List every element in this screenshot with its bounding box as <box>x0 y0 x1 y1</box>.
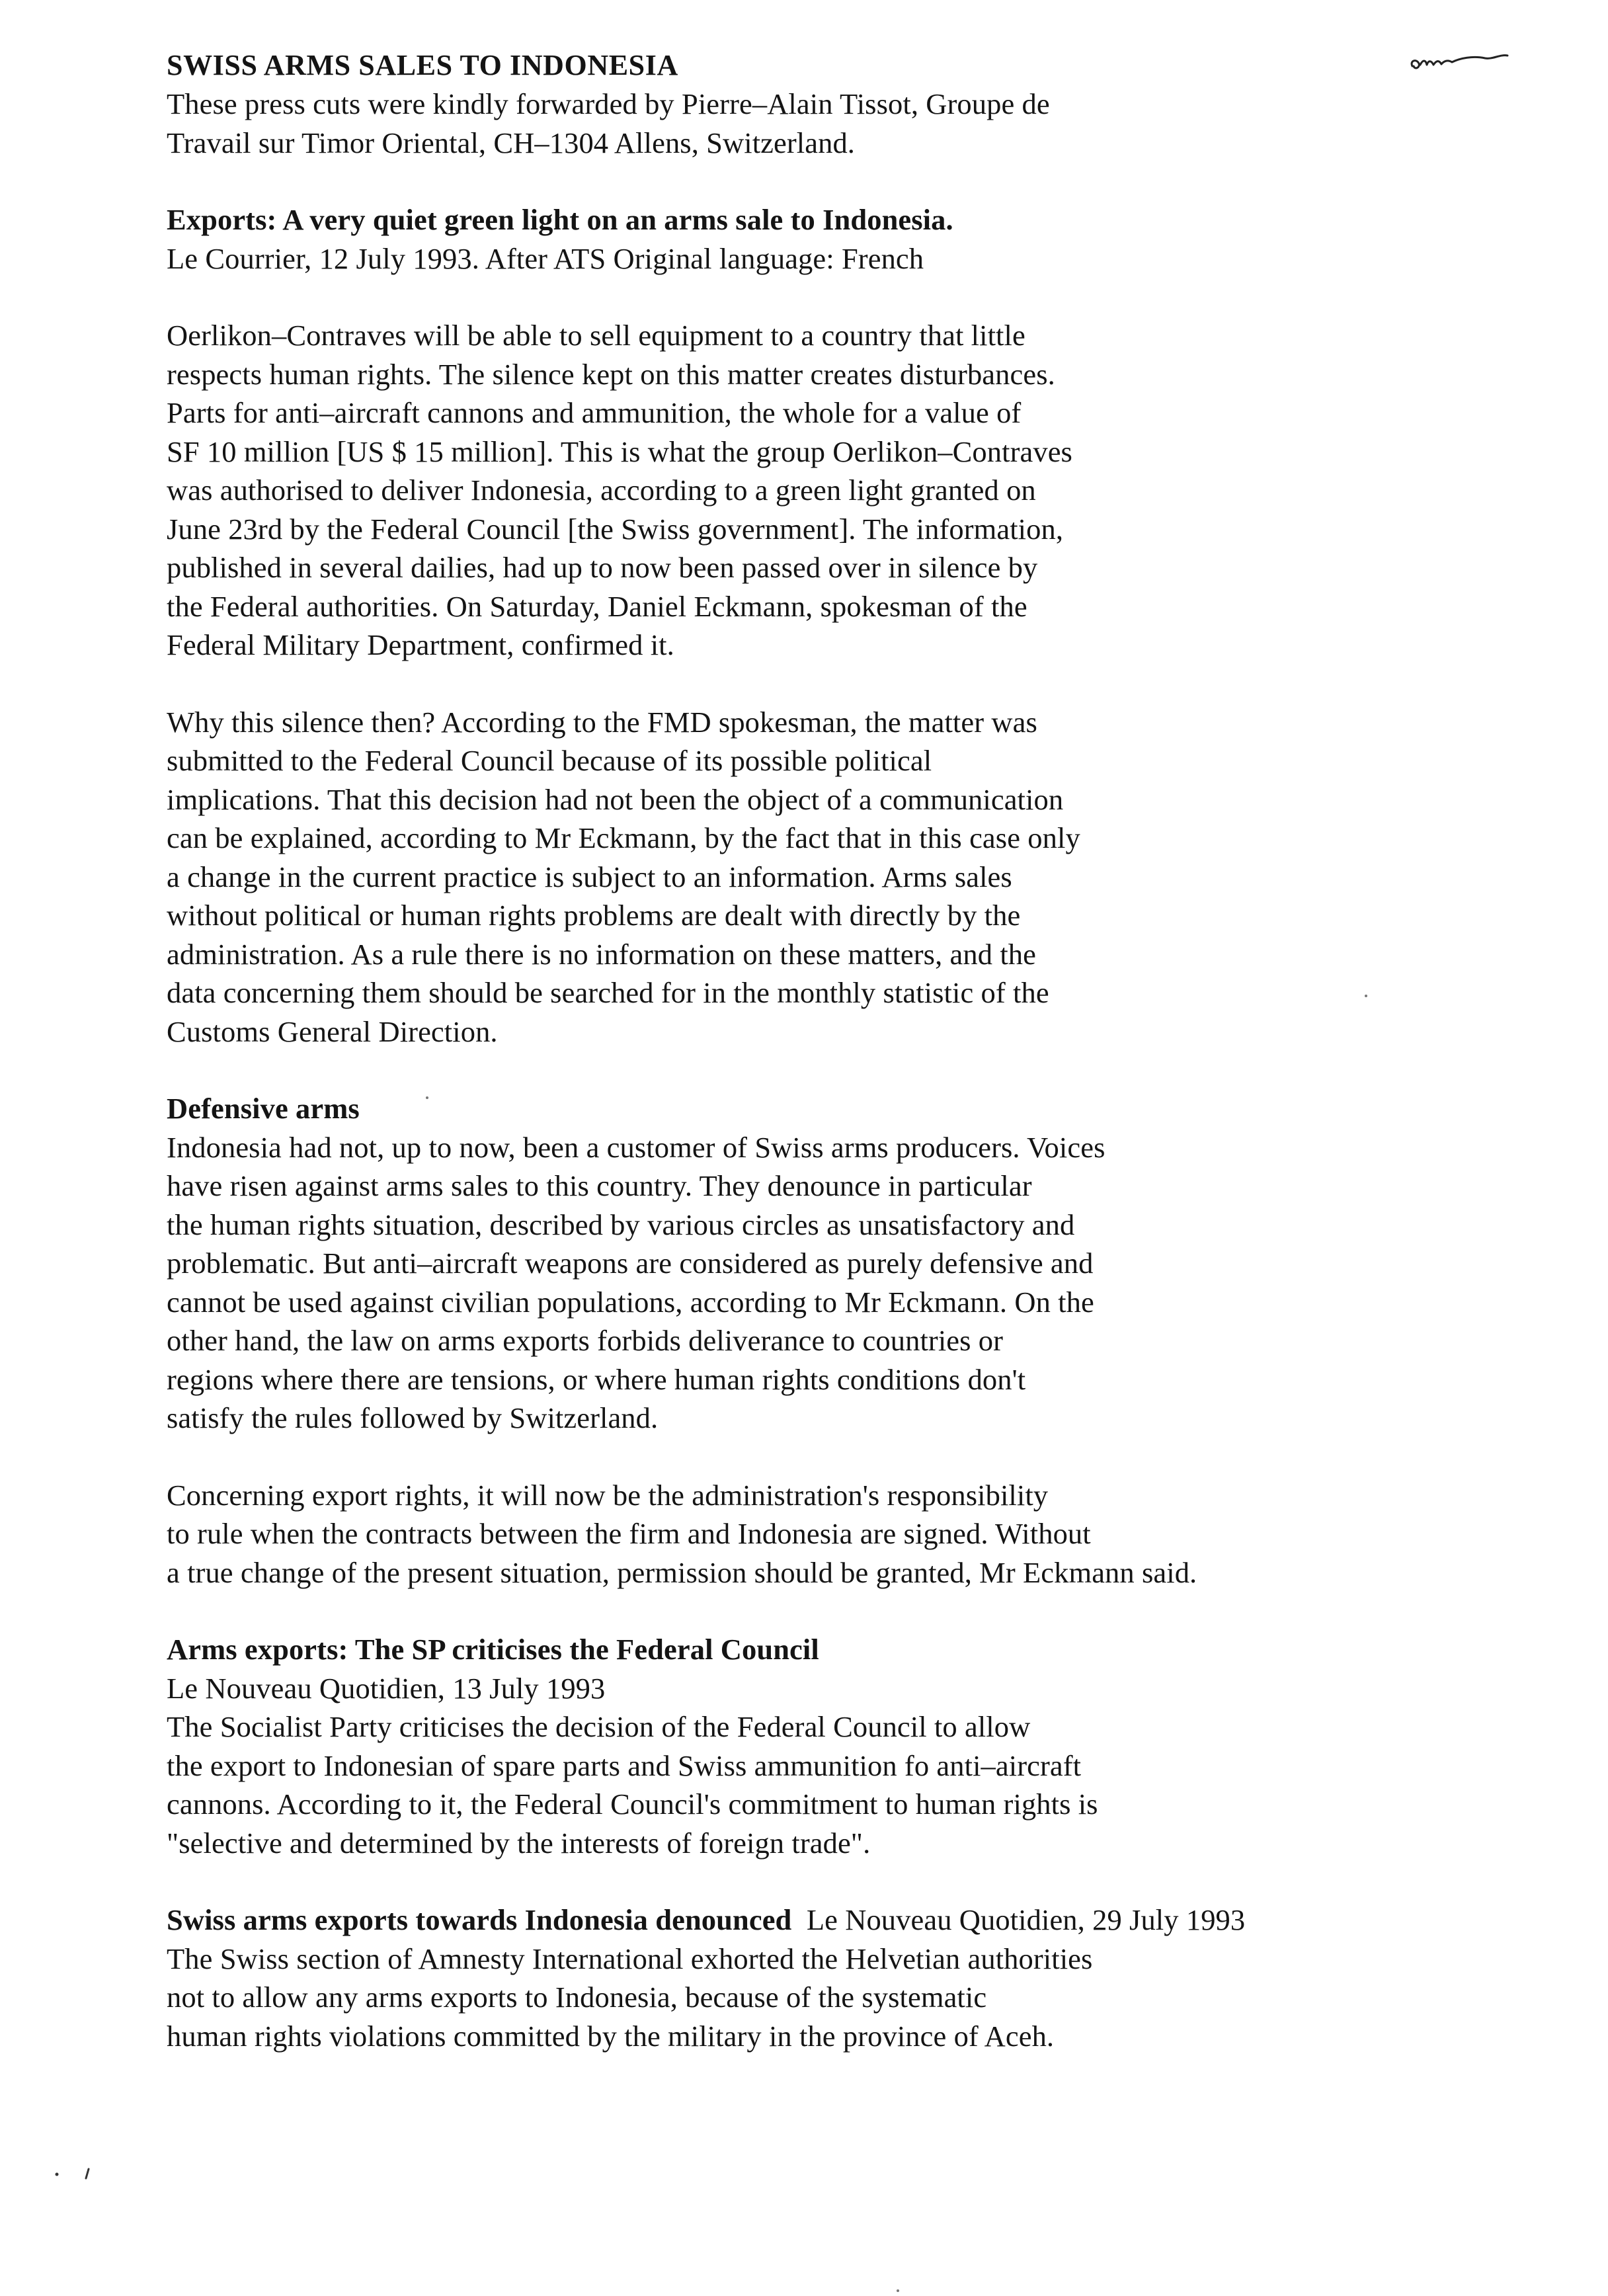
scan-speck <box>897 2289 899 2292</box>
text-line: regions where there are tensions, or where human rights conditions don't <box>167 1362 1026 1396</box>
article2-headline: Arms exports: The SP criticises the Federal Council <box>167 1633 819 1666</box>
text-line: the export to Indonesian of spare parts and Swiss ammunition fo anti–aircraft <box>167 1748 1082 1782</box>
text-line: published in several dailies, had up to now been passed over in silence by <box>167 551 1038 584</box>
text-line: The Swiss section of Amnesty International exhorted the Helvetian authorities <box>167 1942 1093 1975</box>
text-line: "selective and determined by the interests of foreign trade". <box>167 1826 871 1860</box>
text-line: the human rights situation, described by various circles as unsatisfactory and <box>167 1208 1075 1241</box>
text-line: human rights violations committed by the military in the province of Aceh. <box>167 2019 1055 2053</box>
article3-headline: Swiss arms exports towards Indonesia denounced <box>167 1903 792 1936</box>
text-line: was authorised to deliver Indonesia, according to a green light granted on <box>167 473 1036 507</box>
text-line: Parts for anti–aircraft cannons and ammunition, the whole for a value of <box>167 396 1022 429</box>
text-line: Oerlikon–Contraves will be able to sell equipment to a country that little <box>167 319 1025 352</box>
article1-source: Le Courrier, 12 July 1993. After ATS Original language: French <box>167 241 924 275</box>
text-line: submitted to the Federal Council because of its possible political <box>167 744 932 777</box>
text-line: can be explained, according to Mr Eckmann, by the fact that in this case only <box>167 821 1080 854</box>
article1-headline: Exports: A very quiet green light on an arms sale to Indonesia. <box>167 203 953 236</box>
article3-paragraph <box>167 1940 1489 2056</box>
text-line: not to allow any arms exports to Indonesia, because of the systematic <box>167 1981 987 2014</box>
text-line: cannot be used against civilian populations, according to Mr Eckmann. On the <box>167 1285 1094 1319</box>
text-line: cannons. According to it, the Federal Council's commitment to human rights is <box>167 1787 1098 1821</box>
article2-paragraph <box>167 1707 1489 1862</box>
text-line: June 23rd by the Federal Council [the Swiss government]. The information, <box>167 512 1064 546</box>
text-line: problematic. But anti–aircraft weapons are considered as purely defensive and <box>167 1247 1094 1280</box>
text-line: Indonesia had not, up to now, been a customer of Swiss arms producers. Voices <box>167 1130 1106 1164</box>
text-line: have risen against arms sales to this country. They denounce in particular <box>167 1169 1032 1202</box>
text-line: administration. As a rule there is no information on these matters, and the <box>167 937 1036 971</box>
text-line: Concerning export rights, it will now be the administration's responsibility <box>167 1478 1049 1512</box>
document-title: SWISS ARMS SALES TO INDONESIA <box>167 49 678 81</box>
text-line: The Socialist Party criticises the decision of the Federal Council to allow <box>167 1710 1031 1743</box>
text-line: Federal Military Department, confirmed it. <box>167 628 674 661</box>
text-line: data concerning them should be searched for in the monthly statistic of the <box>167 976 1049 1009</box>
intro-line: Travail sur Timor Oriental, CH–1304 Allens, Switzerland. <box>167 126 856 159</box>
text-line: without political or human rights problems are dealt with directly by the <box>167 899 1021 932</box>
text-line: satisfy the rules followed by Switzerland. <box>167 1401 659 1434</box>
text-line: to rule when the contracts between the firm and Indonesia are signed. Without <box>167 1517 1091 1550</box>
article3-source: Le Nouveau Quotidien, 29 July 1993 <box>806 1903 1246 1936</box>
intro-line: These press cuts were kindly forwarded by Pierre–Alain Tissot, Groupe de <box>167 87 1050 120</box>
article3-header <box>167 1901 1489 1940</box>
margin-tick-icon <box>54 2162 94 2182</box>
text-line: the Federal authorities. On Saturday, Daniel Eckmann, spokesman of the <box>167 589 1027 623</box>
text-line: other hand, the law on arms exports forbids deliverance to countries or <box>167 1324 1004 1357</box>
article2-source: Le Nouveau Quotidien, 13 July 1993 <box>167 1671 606 1705</box>
document-page <box>167 46 1489 2055</box>
text-line: a true change of the present situation, permission should be granted, Mr Eckmann said. <box>167 1555 1197 1589</box>
text-line: a change in the current practice is subject to an information. Arms sales <box>167 860 1012 893</box>
text-line: respects human rights. The silence kept on this matter creates disturbances. <box>167 357 1055 391</box>
article1-paragraph2 <box>167 703 1489 1051</box>
text-line: Customs General Direction. <box>167 1014 498 1048</box>
text-line: SF 10 million [US $ 15 million]. This is what the group Oerlikon–Contraves <box>167 434 1072 468</box>
article1-paragraph1 <box>167 316 1489 665</box>
text-line: Why this silence then? According to the FMD spokesman, the matter was <box>167 705 1037 739</box>
article1-subheading: Defensive arms <box>167 1092 360 1125</box>
article1-paragraph4 <box>167 1476 1489 1592</box>
article1-paragraph3 <box>167 1128 1489 1438</box>
text-line: implications. That this decision had not been the object of a communication <box>167 782 1064 816</box>
